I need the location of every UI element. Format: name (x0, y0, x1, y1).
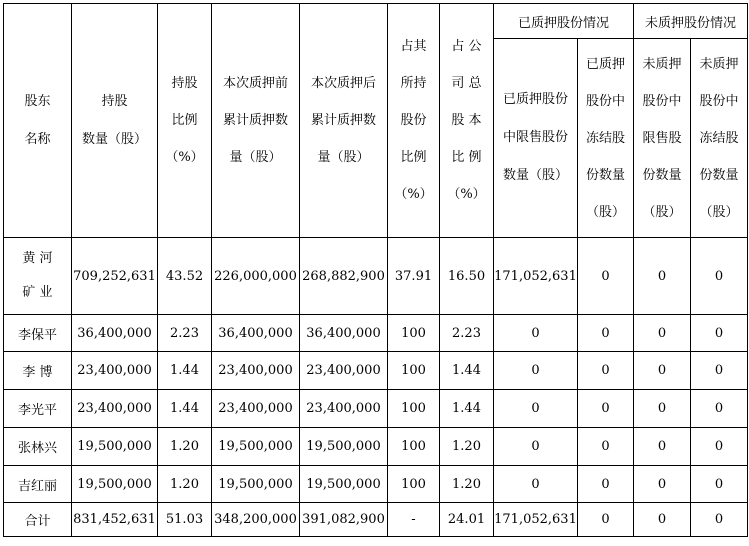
header-pledged-group: 已质押股份情况 (494, 4, 634, 39)
post-pledge-qty: 19,500,000 (300, 466, 388, 503)
pct-of-total: 1.20 (440, 466, 494, 503)
pct-of-total: 1.44 (440, 390, 494, 428)
total-row (4, 503, 748, 537)
header-unpledged-restricted: 未质押 股份中 限售股 份数量 （股） (634, 39, 691, 238)
pledged-frozen: 0 (578, 238, 634, 315)
shareholder-name: 李保平 (4, 315, 72, 352)
post-pledge-qty: 268,882,900 (300, 238, 388, 315)
unpledged-frozen: 0 (691, 315, 748, 352)
header-holding-ratio: 持股 比例 （%） (158, 4, 212, 238)
table-row (4, 466, 748, 503)
shareholder-name: 李 博 (4, 352, 72, 390)
holding-ratio: 1.44 (158, 352, 212, 390)
pct-of-holding: 100 (388, 352, 440, 390)
header-unpledged-group: 未质押股份情况 (634, 4, 748, 39)
pct-of-total: 1.20 (440, 428, 494, 466)
holding-ratio: 2.23 (158, 315, 212, 352)
pct-of-holding: 100 (388, 466, 440, 503)
header-holding-qty: 持股 数量（股） (72, 4, 158, 238)
post-pledge-qty: 391,082,900 (300, 503, 388, 537)
pre-pledge-qty: 19,500,000 (212, 466, 300, 503)
pledged-frozen: 0 (578, 466, 634, 503)
shareholder-name: 合计 (4, 503, 72, 537)
pledged-frozen: 0 (578, 352, 634, 390)
holding-ratio: 1.20 (158, 428, 212, 466)
table-row (4, 315, 748, 352)
holding-qty: 23,400,000 (72, 390, 158, 428)
holding-qty: 709,252,631 (72, 238, 158, 315)
header-pct-of-total: 占 公 司 总 股 本 比 例 （%） (440, 4, 494, 238)
pre-pledge-qty: 23,400,000 (212, 352, 300, 390)
holding-ratio: 1.44 (158, 390, 212, 428)
holding-qty: 831,452,631 (72, 503, 158, 537)
shareholder-name: 张林兴 (4, 428, 72, 466)
unpledged-frozen: 0 (691, 238, 748, 315)
pledged-restricted: 0 (494, 390, 578, 428)
unpledged-frozen: 0 (691, 428, 748, 466)
pre-pledge-qty: 19,500,000 (212, 428, 300, 466)
header-unpledged-frozen: 未质押 股份中 冻结股 份数量 （股） (691, 39, 748, 238)
pct-of-total: 16.50 (440, 238, 494, 315)
pledged-restricted: 171,052,631 (494, 503, 578, 537)
unpledged-restricted: 0 (634, 466, 691, 503)
header-pledged-restricted: 已质押股份 中限售股份 数量（股） (494, 39, 578, 238)
pre-pledge-qty: 348,200,000 (212, 503, 300, 537)
shareholder-name: 吉红丽 (4, 466, 72, 503)
pct-of-holding: 100 (388, 428, 440, 466)
table-row (4, 428, 748, 466)
unpledged-frozen: 0 (691, 352, 748, 390)
unpledged-frozen: 0 (691, 390, 748, 428)
unpledged-restricted: 0 (634, 315, 691, 352)
table-row (4, 390, 748, 428)
pledge-table (3, 3, 748, 537)
holding-ratio: 43.52 (158, 238, 212, 315)
header-shareholder-name: 股东 名称 (4, 4, 72, 238)
unpledged-restricted: 0 (634, 503, 691, 537)
pledged-frozen: 0 (578, 390, 634, 428)
shareholder-name: 李光平 (4, 390, 72, 428)
pre-pledge-qty: 36,400,000 (212, 315, 300, 352)
header-pct-of-holding: 占其 所持 股份 比例 （%） (388, 4, 440, 238)
shareholder-name: 黄 河 矿 业 (4, 238, 72, 315)
header-pre-pledge: 本次质押前 累计质押数 量（股） (212, 4, 300, 238)
unpledged-restricted: 0 (634, 352, 691, 390)
header-post-pledge: 本次质押后 累计质押数 量（股） (300, 4, 388, 238)
unpledged-frozen: 0 (691, 503, 748, 537)
table-row (4, 352, 748, 390)
holding-qty: 36,400,000 (72, 315, 158, 352)
header-pledged-frozen: 已质押 股份中 冻结股 份数量 （股） (578, 39, 634, 238)
pct-of-holding: - (388, 503, 440, 537)
pledged-restricted: 0 (494, 428, 578, 466)
unpledged-frozen: 0 (691, 466, 748, 503)
pledged-restricted: 0 (494, 466, 578, 503)
pledged-frozen: 0 (578, 428, 634, 466)
pct-of-holding: 100 (388, 390, 440, 428)
unpledged-restricted: 0 (634, 390, 691, 428)
pledged-frozen: 0 (578, 315, 634, 352)
pledged-restricted: 0 (494, 352, 578, 390)
unpledged-restricted: 0 (634, 428, 691, 466)
pledged-frozen: 0 (578, 503, 634, 537)
holding-ratio: 51.03 (158, 503, 212, 537)
pledged-restricted: 171,052,631 (494, 238, 578, 315)
pct-of-total: 24.01 (440, 503, 494, 537)
pct-of-holding: 37.91 (388, 238, 440, 315)
pct-of-total: 1.44 (440, 352, 494, 390)
pledged-restricted: 0 (494, 315, 578, 352)
post-pledge-qty: 36,400,000 (300, 315, 388, 352)
pct-of-total: 2.23 (440, 315, 494, 352)
post-pledge-qty: 19,500,000 (300, 428, 388, 466)
holding-qty: 23,400,000 (72, 352, 158, 390)
post-pledge-qty: 23,400,000 (300, 352, 388, 390)
pre-pledge-qty: 226,000,000 (212, 238, 300, 315)
holding-qty: 19,500,000 (72, 466, 158, 503)
holding-ratio: 1.20 (158, 466, 212, 503)
unpledged-restricted: 0 (634, 238, 691, 315)
holding-qty: 19,500,000 (72, 428, 158, 466)
pct-of-holding: 100 (388, 315, 440, 352)
table-row (4, 238, 748, 315)
post-pledge-qty: 23,400,000 (300, 390, 388, 428)
pre-pledge-qty: 23,400,000 (212, 390, 300, 428)
